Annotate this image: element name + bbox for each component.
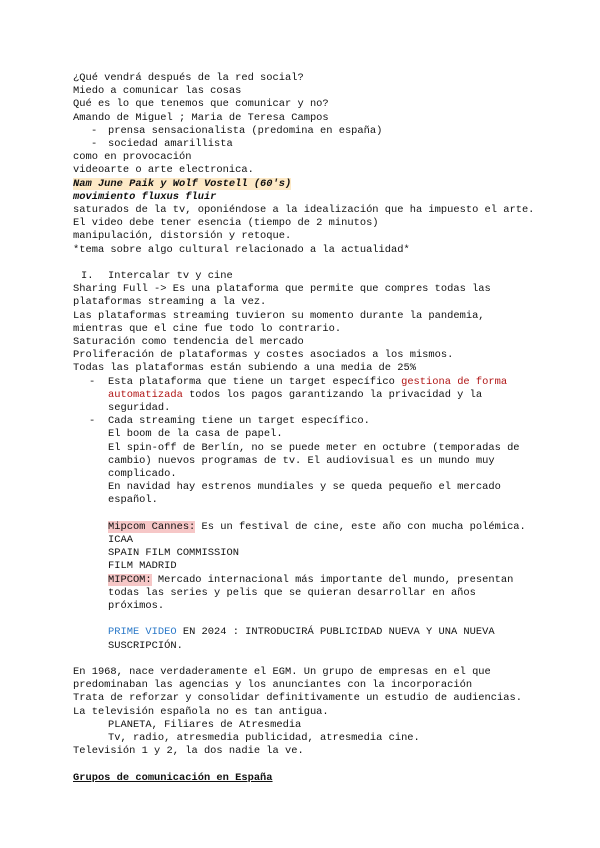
indented-line: PLANETA, Filiares de Atresmedia bbox=[108, 718, 302, 731]
paragraph: En 1968, nace verdaderamente el EGM. Un grupo de empresas en el que predominaban las agencias y los anunciantes con la incorporación bbox=[73, 666, 491, 692]
paragraph: Sharing Full -> Es una plataforma que permite que compres todas las plataformas streaming a la vez. bbox=[73, 283, 491, 309]
bullet-item bbox=[73, 138, 533, 151]
bullet-item bbox=[73, 415, 533, 428]
text-line: Qué es lo que tenemos que comunicar y no? bbox=[73, 98, 329, 111]
indented-line: FILM MADRID bbox=[108, 560, 177, 573]
text-line: *tema sobre algo cultural relacionado a la actualidad* bbox=[73, 243, 410, 256]
mipcom-cannes-label: Mipcom Cannes: bbox=[108, 520, 196, 533]
paragraph: Las plataformas streaming tuvieron su momento durante la pandemia, mientras que el cine fue todo lo contrario. bbox=[73, 309, 485, 335]
text-line: El video debe tener esencia (tiempo de 2 minutos) bbox=[73, 217, 379, 230]
section-number: I. bbox=[81, 270, 94, 283]
bullet-text: prensa sensacionalista (predomina en españa) bbox=[108, 124, 383, 137]
paragraph: La televisión española no es tan antigua. bbox=[73, 705, 329, 718]
bullet-text: Esta plataforma que tiene un target específico bbox=[108, 375, 402, 388]
highlighted-artists: Nam June Paik y Wolf Vostell (60's) bbox=[73, 177, 292, 190]
text-line: saturados de la tv, oponiéndose a la idealización que ha impuesto el arte. bbox=[73, 204, 535, 217]
bullet-dash: - bbox=[91, 124, 98, 137]
indented-line: El spin-off de Berlín, no se puede meter en octubre (temporadas de cambio) nuevos programas de tv. El audiovisual es un mundo muy complicado. bbox=[108, 441, 520, 481]
text-line: Miedo a comunicar las cosas bbox=[73, 85, 242, 98]
paragraph: Trata de reforzar y consolidar definitivamente un estudio de audiencias. bbox=[73, 692, 522, 705]
section-heading bbox=[73, 270, 533, 283]
bullet-dash: - bbox=[89, 415, 96, 428]
mipcom-cannes-line bbox=[73, 521, 533, 534]
indented-line: SPAIN FILM COMMISSION bbox=[108, 547, 239, 560]
indented-line: ICAA bbox=[108, 534, 133, 547]
text-line: como en provocación bbox=[73, 151, 192, 164]
document-page bbox=[73, 72, 533, 785]
paragraph: Saturación como tendencia del mercado bbox=[73, 336, 304, 349]
prime-video-text: EN 2024 : INTRODUCIRÁ PUBLICIDAD NUEVA Y UNA NUEVA SUSCRIPCIÓN. bbox=[108, 626, 495, 652]
prime-video-label: PRIME VIDEO bbox=[108, 626, 177, 639]
mipcom-label: MIPCOM: bbox=[108, 573, 152, 586]
bullet-dash: - bbox=[89, 375, 96, 388]
paragraph: Proliferación de plataformas y costes asociados a los mismos. bbox=[73, 349, 454, 362]
footer-heading: Grupos de comunicación en España bbox=[73, 771, 273, 784]
paragraph: Televisión 1 y 2, la dos nadie la ve. bbox=[73, 745, 304, 758]
mipcom-line bbox=[73, 574, 533, 614]
bullet-text: todos los pagos garantizando la privacidad y la seguridad. bbox=[108, 388, 483, 415]
bullet-text: sociedad amarillista bbox=[108, 138, 233, 151]
text-line: movimiento fluxus fluir bbox=[73, 190, 217, 203]
indented-line: Tv, radio, atresmedia publicidad, atresmedia cine. bbox=[108, 732, 420, 745]
mipcom-text: Mercado internacional más importante del mundo, presentan todas las series y pelis que se quieran desarrollar en años próximos. bbox=[108, 573, 514, 613]
paragraph: Todas las plataformas están subiendo a una media de 25% bbox=[73, 362, 416, 375]
indented-line: El boom de la casa de papel. bbox=[108, 428, 283, 441]
section-title: Intercalar tv y cine bbox=[108, 270, 233, 283]
bullet-dash: - bbox=[91, 138, 98, 151]
mipcom-cannes-text: Es un festival de cine, este año con mucha polémica. bbox=[195, 520, 526, 533]
indented-line: En navidad hay estrenos mundiales y se queda pequeño el mercado español. bbox=[108, 481, 501, 507]
red-emphasis: gestiona de forma automatizada bbox=[108, 375, 508, 401]
bullet-item bbox=[73, 376, 533, 416]
bullet-item bbox=[73, 125, 533, 138]
prime-video-line bbox=[73, 626, 533, 652]
text-line: manipulación, distorsión y retoque. bbox=[73, 230, 292, 243]
text-line: videoarte o arte electronica. bbox=[73, 164, 254, 177]
text-line: ¿Qué vendrá después de la red social? bbox=[73, 72, 304, 84]
bullet-text: Cada streaming tiene un target específico. bbox=[108, 415, 370, 428]
text-line: Amando de Miguel ; Maria de Teresa Campos bbox=[73, 111, 329, 124]
